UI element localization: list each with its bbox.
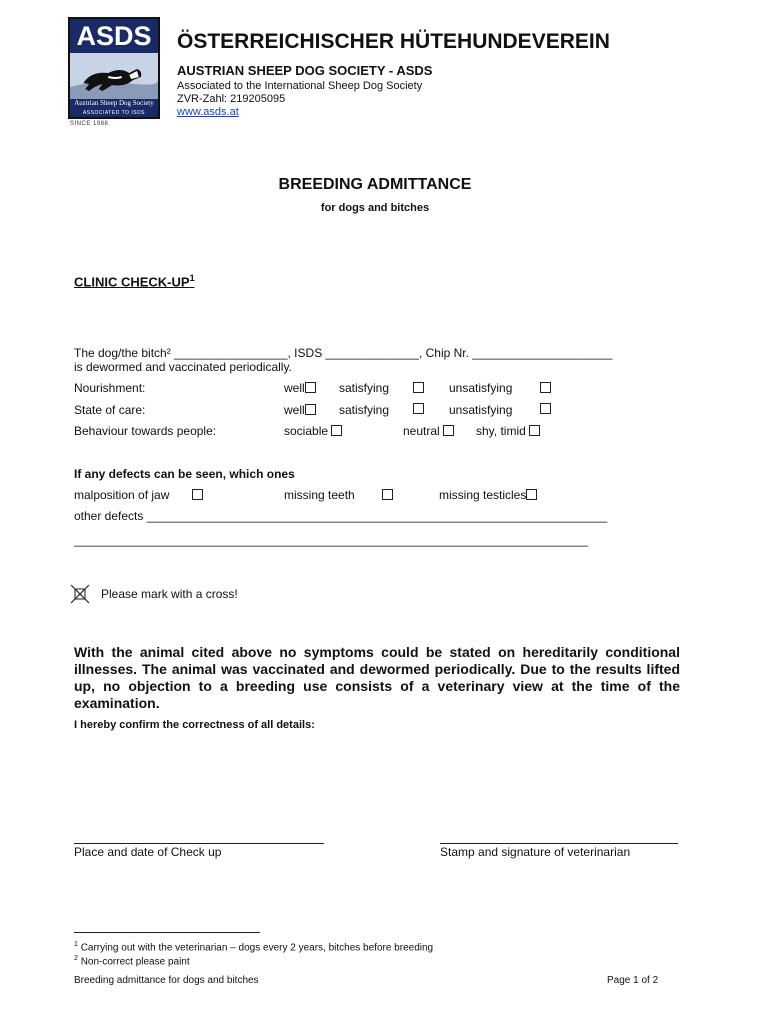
asds-logo xyxy=(68,17,160,119)
organization-title: ÖSTERREICHISCHER HÜTEHUNDEVEREIN xyxy=(177,30,610,53)
nourishment-option-satisfying[interactable] xyxy=(339,381,389,395)
website-link[interactable]: www.asds.at xyxy=(177,106,239,118)
logo-name: Austrian Sheep Dog Society xyxy=(74,99,154,107)
defect-option-testicles[interactable] xyxy=(439,488,537,502)
checkbox[interactable] xyxy=(331,425,342,436)
care-option-unsatisfying[interactable] xyxy=(449,403,512,417)
defect-option-jaw[interactable] xyxy=(74,488,169,502)
checkbox[interactable] xyxy=(443,425,454,436)
logo-subtitle: ASSOCIATED TO ISDS xyxy=(82,110,146,116)
organization-website-row xyxy=(177,106,239,118)
care-unsatisfying-checkbox[interactable] xyxy=(540,403,551,414)
option-label: malposition of jaw xyxy=(74,488,170,502)
sheepdog-illustration xyxy=(70,53,158,99)
footnote-ref: 1 xyxy=(189,273,195,283)
document-title: BREEDING ADMITTANCE xyxy=(278,176,472,193)
option-label: neutral xyxy=(403,424,440,438)
defect-option-teeth[interactable] xyxy=(284,488,355,502)
crossed-checkbox-icon xyxy=(70,584,90,604)
other-defects-label: other defects xyxy=(74,509,144,523)
other-defects-line-2[interactable]: _____________________________________________________________________________ xyxy=(74,533,588,547)
footer-title: Breeding admittance for dogs and bitches xyxy=(74,975,259,986)
footnote-divider xyxy=(74,932,260,933)
option-label: satisfying xyxy=(339,381,390,395)
behaviour-label: Behaviour towards people: xyxy=(74,424,217,438)
option-label: shy, timid xyxy=(476,424,526,438)
option-label: missing teeth xyxy=(284,488,355,502)
footnote-2 xyxy=(74,955,190,967)
footnote-text: Carrying out with the veterinarian – dogs every 2 years, bitches before breeding xyxy=(80,942,434,954)
option-label: well xyxy=(284,381,305,395)
instruction-text: Please mark with a cross! xyxy=(101,587,238,601)
confirmation-text: I hereby confirm the correctness of all details: xyxy=(74,719,315,731)
organization-subtitle: AUSTRIAN SHEEP DOG SOCIETY - ASDS xyxy=(177,63,433,78)
option-label: well xyxy=(284,403,305,417)
behaviour-option-sociable[interactable] xyxy=(284,424,342,438)
option-label: missing testicles xyxy=(439,488,527,502)
identification-line[interactable]: The dog/the bitch² _________________, ISDS ______________, Chip Nr. _____________________ xyxy=(74,346,613,360)
care-option-well[interactable] xyxy=(284,403,316,417)
veterinary-statement: With the animal cited above no symptoms could be stated on hereditarily conditional illnesses. The animal was vaccinated and dewormed periodically. Due to the results lifted up, no objection to a breeding use consists of a veterinary view at the time of the examination. xyxy=(74,644,680,711)
nourishment-unsatisfying-checkbox[interactable] xyxy=(540,382,551,393)
place-date-label: Place and date of Check up xyxy=(74,845,222,859)
footnote-number: 2 xyxy=(74,955,78,962)
option-label: unsatisfying xyxy=(449,403,513,417)
option-label: unsatisfying xyxy=(449,381,513,395)
nourishment-option-unsatisfying[interactable] xyxy=(449,381,512,395)
section-heading xyxy=(74,273,195,289)
other-defects-row[interactable] xyxy=(74,509,607,523)
page-number: Page 1 of 2 xyxy=(607,975,659,986)
footnote-text: Non-correct please paint xyxy=(80,956,190,968)
identification-note: is dewormed and vaccinated periodically. xyxy=(74,360,292,374)
document-subtitle: for dogs and bitches xyxy=(320,202,430,214)
organization-association: Associated to the International Sheep Dog Society xyxy=(177,80,423,92)
signature-line[interactable] xyxy=(440,843,678,844)
state-of-care-label: State of care: xyxy=(74,403,146,417)
logo-title: ASDS xyxy=(76,21,152,51)
checkbox[interactable] xyxy=(529,425,540,436)
footnote-1 xyxy=(74,941,433,953)
checkbox[interactable] xyxy=(305,382,316,393)
care-satisfying-checkbox[interactable] xyxy=(413,403,424,414)
logo-since: SINCE 1988 xyxy=(70,121,109,127)
option-label: sociable xyxy=(284,424,329,438)
option-label: satisfying xyxy=(339,403,390,417)
nourishment-satisfying-checkbox[interactable] xyxy=(413,382,424,393)
footnote-number: 1 xyxy=(74,941,78,948)
defects-heading: If any defects can be seen, which ones xyxy=(74,467,295,481)
nourishment-option-well[interactable] xyxy=(284,381,316,395)
section-title: CLINIC CHECK-UP xyxy=(74,274,190,290)
nourishment-label: Nourishment: xyxy=(74,381,146,395)
other-defects-line[interactable]: _____________________________________________________________________ xyxy=(146,509,608,523)
jaw-checkbox[interactable] xyxy=(192,489,203,500)
signature-label: Stamp and signature of veterinarian xyxy=(440,845,631,859)
checkbox[interactable] xyxy=(526,489,537,500)
checkbox[interactable] xyxy=(305,404,316,415)
organization-zvr: ZVR-Zahl: 219205095 xyxy=(177,93,286,105)
behaviour-option-shy[interactable] xyxy=(476,424,540,438)
teeth-checkbox[interactable] xyxy=(382,489,393,500)
care-option-satisfying[interactable] xyxy=(339,403,389,417)
behaviour-option-neutral[interactable] xyxy=(403,424,454,438)
place-date-line[interactable] xyxy=(74,843,324,844)
